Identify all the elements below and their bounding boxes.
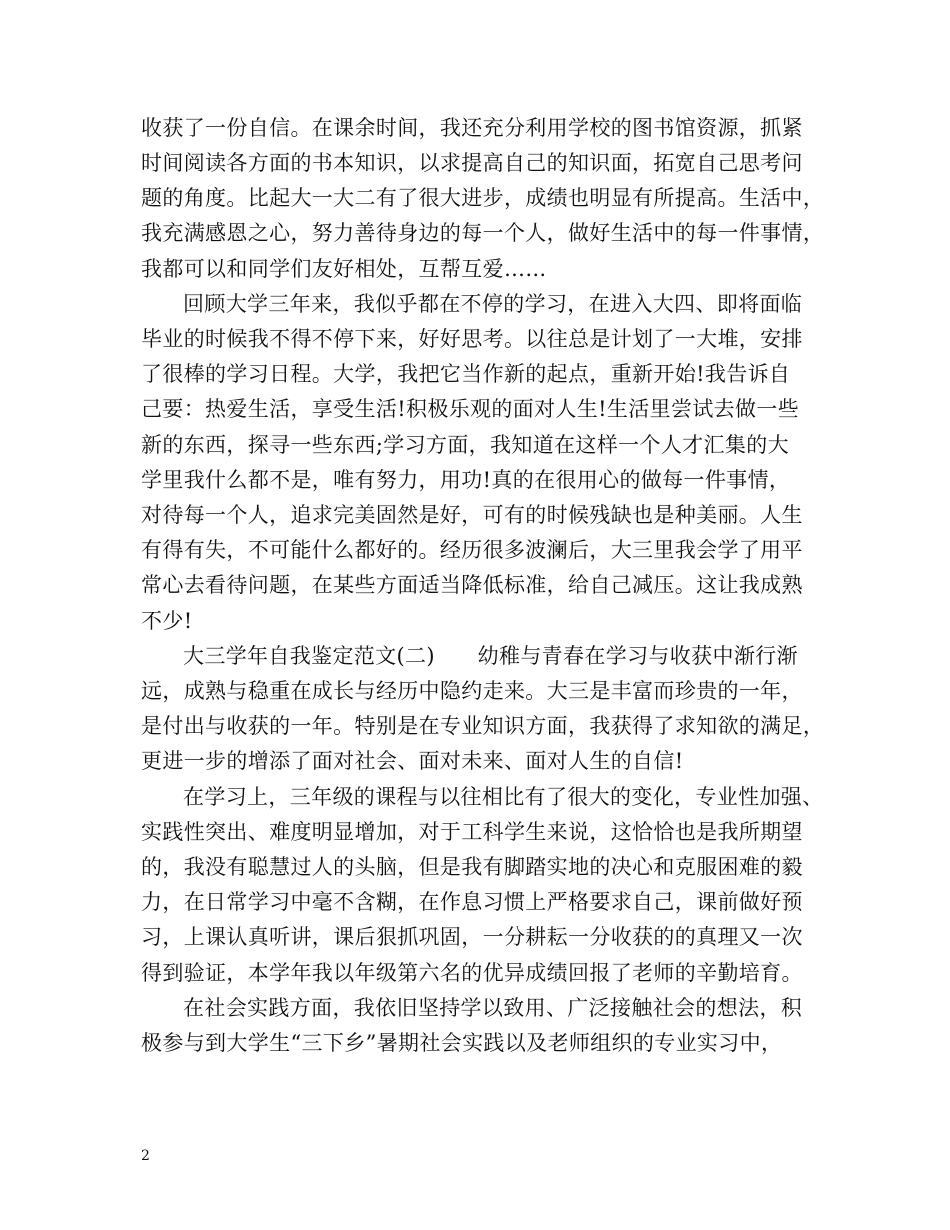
text-line: 我都可以和同学们友好相处，互帮互爱…… — [141, 257, 547, 281]
text-line: 实践性突出、难度明显增加，对于工科学生来说，这恰恰也是我所期望 — [141, 820, 803, 844]
text-line: 了很棒的学习日程。大学，我把它当作新的起点，重新开始!我告诉自 — [141, 362, 791, 386]
text-line: 是付出与收获的一年。特别是在专业知识方面，我获得了求知欲的满足， — [141, 714, 825, 738]
paragraph-start-line: 回顾大学三年来，我似乎都在不停的学习，在进入大四、即将面临 — [183, 292, 803, 316]
text-line: 力，在日常学习中毫不含糊，在作息习惯上严格要求自己，课前做好预 — [141, 890, 803, 914]
text-line: 毕业的时候我不得不停下来，好好思考。以往总是计划了一大堆，安排 — [141, 327, 803, 351]
text-line: 习，上课认真听讲，课后狠抓巩固，一分耕耘一分收获的的真理又一次 — [141, 925, 803, 949]
text-line: 学里我什么都不是，唯有努力，用功!真的在很用心的做每一件事情， — [141, 468, 791, 492]
text-line: 极参与到大学生“三下乡”暑期社会实践以及老师组织的专业实习中， — [141, 1031, 783, 1055]
text-line: 有得有失，不可能什么都好的。经历很多波澜后，大三里我会学了用平 — [141, 538, 803, 562]
text-line: 题的角度。比起大一大二有了很大进步，成绩也明显有所提高。生活中， — [141, 186, 825, 210]
text-line: 的，我没有聪慧过人的头脑，但是我有脚踏实地的决心和克服困难的毅 — [141, 855, 803, 879]
text-line: 时间阅读各方面的书本知识，以求提高自己的知识面，拓宽自己思考问 — [141, 151, 803, 175]
text-line: 我充满感恩之心，努力善待身边的每一个人，做好生活中的每一件事情， — [141, 221, 825, 245]
text-line: 不少! — [141, 609, 193, 633]
text-line: 远，成熟与稳重在成长与经历中隐约走来。大三是丰富而珍贵的一年， — [141, 679, 803, 703]
text-line: 常心去看待问题，在某些方面适当降低标准，给自己减压。这让我成熟 — [141, 573, 803, 597]
text-line: 更进一步的增添了面对社会、面对未来、面对人生的自信! — [141, 749, 684, 773]
paragraph-start-line: 在学习上，三年级的课程与以往相比有了很大的变化，专业性加强、 — [183, 785, 824, 809]
section-heading-line: 大三学年自我鉴定范文(二) 幼稚与青春在学习与收获中渐行渐 — [183, 644, 798, 668]
text-line: 对待每一个人，追求完美固然是好，可有的时候残缺也是种美丽。人生 — [141, 503, 803, 527]
page-number: 2 — [141, 1148, 150, 1164]
paragraph-start-line: 在社会实践方面，我依旧坚持学以致用、广泛接触社会的想法，积 — [183, 996, 803, 1020]
text-line: 收获了一份自信。在课余时间，我还充分利用学校的图书馆资源，抓紧 — [141, 116, 803, 140]
text-line: 新的东西，探寻一些东西;学习方面，我知道在这样一个人才汇集的大 — [141, 433, 789, 457]
text-line: 得到验证，本学年我以年级第六名的优异成绩回报了老师的辛勤培育。 — [141, 961, 803, 985]
text-line: 己要：热爱生活，享受生活!积极乐观的面对人生!生活里尝试去做一些 — [141, 397, 800, 421]
